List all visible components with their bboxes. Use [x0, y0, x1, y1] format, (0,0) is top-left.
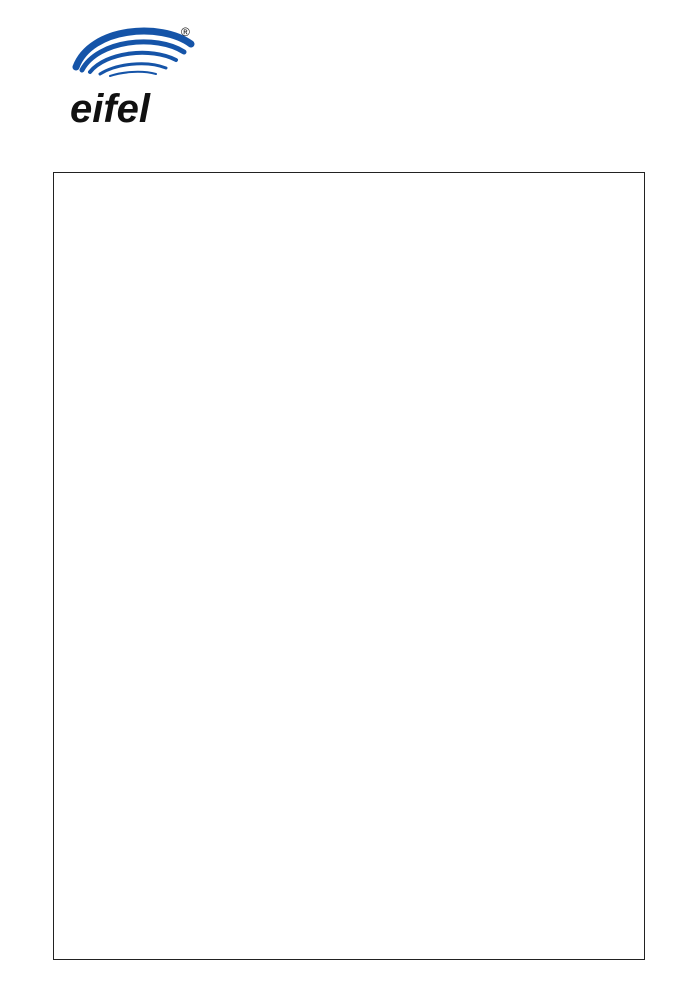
svg-text:eifel: eifel [70, 87, 151, 131]
svg-text:®: ® [181, 25, 190, 39]
